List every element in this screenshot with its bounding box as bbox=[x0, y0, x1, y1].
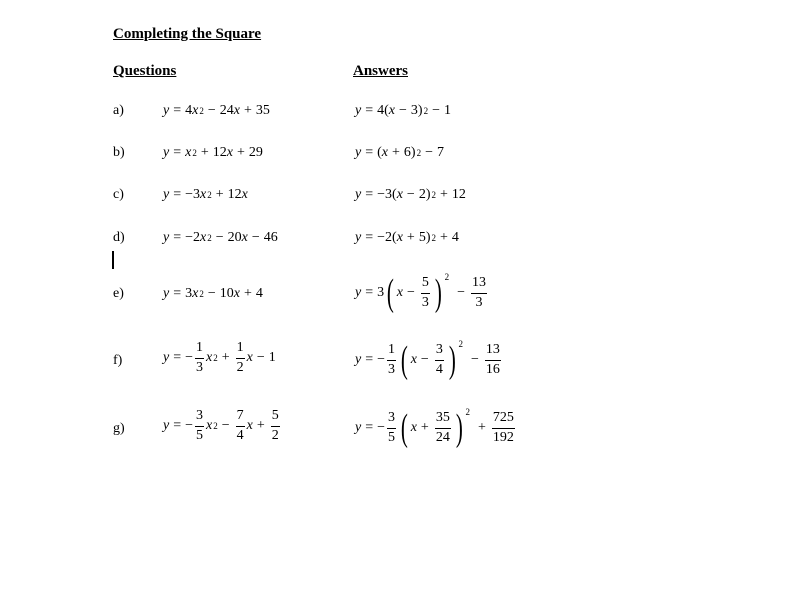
question-expression: y = 4 x 2 − 24 x + 35 bbox=[163, 103, 270, 118]
row-label: f) bbox=[113, 353, 123, 368]
fraction: $\frac{5}{2}$ bbox=[271, 408, 279, 443]
fraction: $\frac{1}{2}$ bbox=[236, 340, 244, 375]
fraction: $\frac{3}{5}$ bbox=[196, 408, 204, 443]
fraction: $\frac{7}{4}$ bbox=[236, 408, 244, 443]
page-title: Completing the Square bbox=[113, 26, 262, 42]
row-label: a) bbox=[113, 103, 124, 118]
row-label: b) bbox=[113, 145, 125, 160]
parenthesized-group: ( x − $\frac{3}{4}$ ) bbox=[400, 339, 456, 381]
fraction: $\frac{1}{3}$ bbox=[388, 341, 396, 377]
question-expression: y = −2 x 2 − 20 x − 46 bbox=[163, 230, 278, 245]
answers-header: Answers bbox=[353, 63, 408, 79]
parenthesized-group: ( x + $\frac{35}{24}$ ) bbox=[400, 407, 463, 449]
row-label: c) bbox=[113, 187, 124, 202]
question-expression: y = − $\frac{3}{5}$ x 2 − $\frac{7}{4}$ x + $\frac{5}{2}$ bbox=[163, 408, 279, 443]
fraction: $\frac{5}{3}$ bbox=[421, 274, 429, 310]
row-label: d) bbox=[113, 230, 125, 245]
answer-expression: y = ( x + 6) 2 − 7 bbox=[355, 145, 444, 160]
answer-expression: y = − $\frac{3}{5}$ ( x + $\frac{35}{24}$ ) 2 + $\frac{725}{192}$ bbox=[355, 407, 514, 449]
answer-expression: y = −3( x − 2) 2 + 12 bbox=[355, 187, 466, 202]
row-label: e) bbox=[113, 286, 124, 301]
question-expression: y = x 2 + 12 x + 29 bbox=[163, 145, 263, 160]
question-expression: y = −3 x 2 + 12 x bbox=[163, 187, 248, 202]
fraction: $\frac{13}{3}$ bbox=[471, 274, 486, 310]
fraction: $\frac{35}{24}$ bbox=[435, 409, 450, 445]
fraction: $\frac{3}{5}$ bbox=[388, 409, 396, 445]
parenthesized-group: ( x − $\frac{5}{3}$ ) bbox=[386, 272, 442, 314]
answer-expression: y = 3 ( x − $\frac{5}{3}$ ) 2 − $\frac{13}{3}$ bbox=[355, 272, 486, 314]
answer-expression: y = −2( x + 5) 2 + 4 bbox=[355, 230, 459, 245]
fraction: $\frac{13}{16}$ bbox=[485, 341, 500, 377]
text-cursor bbox=[112, 251, 114, 269]
question-expression: y = − $\frac{1}{3}$ x 2 + $\frac{1}{2}$ x − 1 bbox=[163, 340, 276, 375]
row-label: g) bbox=[113, 421, 125, 436]
fraction: $\frac{3}{4}$ bbox=[435, 341, 443, 377]
answer-expression: y = − $\frac{1}{3}$ ( x − $\frac{3}{4}$ ) 2 − $\frac{13}{16}$ bbox=[355, 339, 500, 381]
question-expression: y = 3 x 2 − 10 x + 4 bbox=[163, 286, 263, 301]
fraction: $\frac{1}{3}$ bbox=[196, 340, 204, 375]
questions-header: Questions bbox=[113, 63, 177, 79]
fraction: $\frac{725}{192}$ bbox=[492, 409, 514, 445]
answer-expression: y = 4( x − 3) 2 − 1 bbox=[355, 103, 451, 118]
